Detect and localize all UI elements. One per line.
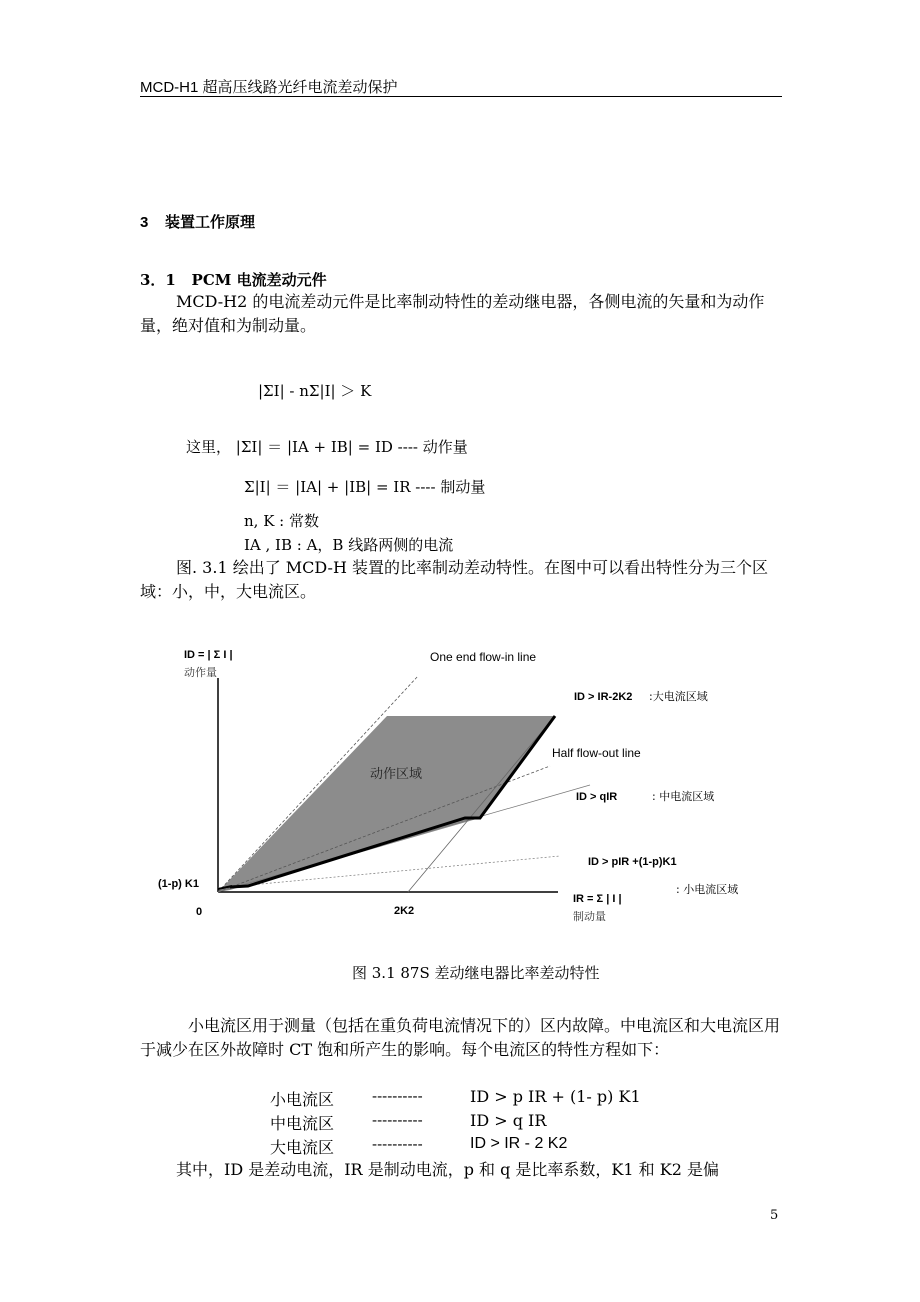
x-axis-label: IR = Σ | I | [573,893,622,905]
paragraph-1 [140,290,782,338]
equation-id: 这里， |ΣI| ＝ |IA + IB| = ID ---- 动作量 [186,438,468,456]
region-large-dash: ---------- [372,1135,423,1153]
figure-caption: 图 3.1 87S 差动继电器比率差动特性 [352,964,600,982]
paragraph-4 [140,1158,782,1182]
paragraph-2 [140,556,782,604]
x-axis-sublabel: 制动量 [573,910,606,923]
paragraph-3 [140,1014,782,1062]
region-large-formula: ID > IR - 2 K2 [470,1135,568,1152]
page-number: 5 [770,1208,779,1223]
characteristic-chart [140,640,780,940]
paragraph-1-text: MCD-H2 的电流差动元件是比率制动特性的差动继电器，各侧电流的矢量和为动作量，绝对值和为制动量。 [140,292,765,335]
region-small-name: 小电流区 [270,1090,335,1109]
operating-region-label: 动作区域 [370,767,423,782]
equation-currents: IA , IB : A，B 线路两侧的电流 [244,536,454,554]
paragraph-2-text: 图. 3.1 绘出了 MCD-H 装置的比率制动差动特性。在图中可以看出特性分为三个区域：小，中，大电流区。 [140,558,768,601]
y-intercept-label: (1-p) K1 [158,878,199,890]
x-tick-2k2: 2K2 [394,905,415,917]
one-end-flow-in-label: One end flow-in line [430,650,537,664]
small-current-label: ID > pIR +(1-p)K1 [588,856,677,868]
medium-current-label: ID > qIR [576,791,618,803]
small-current-zone: : 小电流区域 [676,883,739,896]
region-medium-name: 中电流区 [270,1114,335,1133]
half-flow-out-label: Half flow-out line [552,746,641,760]
y-axis-sublabel: 动作量 [184,666,217,679]
paragraph-4-text: 其中，ID 是差动电流，IR 是制动电流，p 和 q 是比率系数，K1 和 K2 是偏 [176,1160,719,1179]
header-title: MCD-H1 超高压线路光纤电流差动保护 [140,79,398,96]
large-current-zone: :大电流区域 [649,690,708,703]
region-medium-dash: ---------- [372,1111,423,1129]
equation-constants: n, K : 常数 [244,512,319,530]
region-large-name: 大电流区 [270,1138,335,1157]
subsection-heading [140,269,327,290]
equation-main: |ΣI| - nΣ|I| ＞ K [258,382,372,400]
region-small-dash: ---------- [372,1087,423,1105]
large-current-label: ID > IR-2K2 [574,691,633,703]
y-axis-label: ID = | Σ I | [184,649,233,661]
equation-ir: Σ|I| ＝ |IA| + |IB| = IR ---- 制动量 [244,478,486,496]
section-number: 3 [140,214,149,231]
section-heading [140,211,255,232]
paragraph-3-text: 小电流区用于测量（包括在重负荷电流情况下的）区内故障。中电流区和大电流区用于减少在区外故障时 CT 饱和所产生的影响。每个电流区的特性方程如下： [140,1016,781,1059]
subsection-number: 3．1 [140,271,176,289]
region-small-formula: ID > p IR + (1- p) K1 [470,1087,641,1106]
subsection-title: PCM 电流差动元件 [191,271,327,289]
region-medium-formula: ID > q IR [470,1111,547,1130]
header-rule [140,96,782,97]
origin-label: 0 [196,906,203,918]
medium-current-zone: : 中电流区域 [652,790,715,803]
operating-region [218,716,555,892]
section-title: 装置工作原理 [165,214,256,231]
